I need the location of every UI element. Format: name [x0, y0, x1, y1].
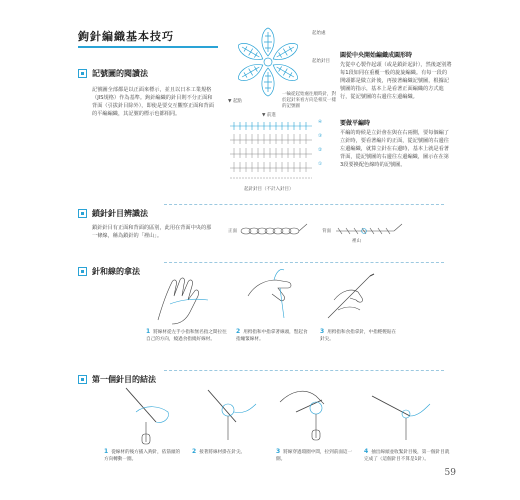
first-stitch-caption-3: 3 將線穿過環圈中間，拉到前面這一側。: [276, 448, 353, 462]
symbols-body-text: 記號圖全部都是以正面來標示，並且以日本工業規格（JIS規格）作為基準。鉤針編織的針目則不分正面和背面（引拔針目除外），即使是要交互觀察正面和背面的平編編織，其記號的標示也都相同。: [92, 87, 214, 117]
label-backward: ▼ 前進: [262, 113, 276, 118]
label-back-bump: 裡山: [352, 239, 361, 244]
divider-3: [164, 370, 444, 371]
section-marker-icon: [78, 375, 87, 384]
first-stitch-caption-1: 1 從線材的後方插入鉤針，依箭頭的方向轉動一圈。: [104, 448, 181, 462]
hand-illustration-3: [324, 270, 394, 328]
holding-caption-1: 1 將線材從左手小指和無名指之間拉往自己的方向，繞過食指繞好線材。: [146, 328, 227, 342]
round-chart-diagram: [228, 22, 308, 102]
label-front: 正面: [228, 229, 237, 234]
step-illustration-2: [200, 384, 260, 444]
row-label-2: ②: [318, 148, 323, 153]
holding-caption-3: 3 用拇指和食指拿針，中指輕輕貼在針尖。: [320, 328, 397, 342]
holding-caption-2: 2 用拇指和中指拿著線頭，豎起食指繃緊線材。: [236, 328, 308, 342]
label-direction-note: 一輪從起始處往順時針，對於起針來看方向是相反一樣的記號圖: [282, 92, 336, 109]
divider-1: [164, 204, 444, 205]
row-label-1: ①: [318, 162, 323, 167]
hand-illustration-1: [150, 270, 214, 328]
flat-body-text: 平編的時候是立針會在與在右兩側，要每個編了立針時，要看著編片的正面，從記號圖的右邊往左邊編織，就算立針在右邊時，基本上就是看著背面，從記號圖的右邊往左邊編織，圖示在在第3段要換配色線時的記號圖。: [340, 130, 449, 168]
label-start-arrow: 起始針目: [312, 59, 330, 64]
flat-chart-diagram: [226, 118, 322, 184]
row-label-3: ③: [318, 134, 323, 139]
step-illustration-3: [276, 382, 346, 446]
hand-illustration-2: [244, 266, 308, 324]
section-marker-icon: [78, 267, 87, 276]
step-illustration-1: [116, 382, 186, 446]
label-back: 背面: [322, 229, 331, 234]
subheading-round: 圓從中央開始編織成圓形時: [340, 52, 413, 59]
section-heading-symbols: 記號圖的閱讀法: [78, 68, 148, 79]
section-heading-holding: 針和線的拿法: [78, 266, 140, 277]
chain-front-illustration: [240, 222, 310, 240]
divider-2: [164, 262, 444, 263]
first-stitch-caption-2: 2 接著將線材掛在針尖。: [192, 448, 246, 455]
subheading-flat: 要做平編時: [340, 120, 371, 127]
section-marker-icon: [78, 69, 87, 78]
round-body-text: 先從中心製作起頭（或是鎖針起針），然後逐別將每1段如同在重覆一般的旋旋編織。有每一段的開頭都是做立針後，再接著編織記號圖，根據記號圖的指示，基本上是看著正面編織的方式進行，從記號圖的右邊往左邊編織。: [340, 62, 452, 100]
row-label-4: ④: [318, 120, 323, 125]
first-stitch-caption-4: 4 抽出線頭並收緊針目後，第一個針目就完成了（這個針目不算是1針）。: [364, 448, 450, 462]
section-marker-icon: [78, 209, 87, 218]
step-illustration-4: [366, 386, 436, 444]
page-title: 鉤針編織基本技巧: [78, 30, 174, 43]
label-start: 起始處: [312, 31, 326, 36]
label-forward: ▼ 起點: [228, 99, 242, 104]
stitch-faces-body-text: 鎖針針目有正面和背面的區別，此用在背面中央的那一條線，稱為鎖針的「裡山」。: [92, 225, 212, 239]
section-heading-stitch-faces: 鎖針針目辨識法: [78, 208, 148, 219]
label-chain-base: 起針針目（不計入針目）: [244, 187, 294, 192]
chain-back-illustration: [334, 222, 404, 240]
page-number: 59: [444, 468, 456, 478]
section-heading-first-stitch: 第一個針目的結法: [78, 374, 156, 385]
title-underline: [78, 46, 218, 48]
